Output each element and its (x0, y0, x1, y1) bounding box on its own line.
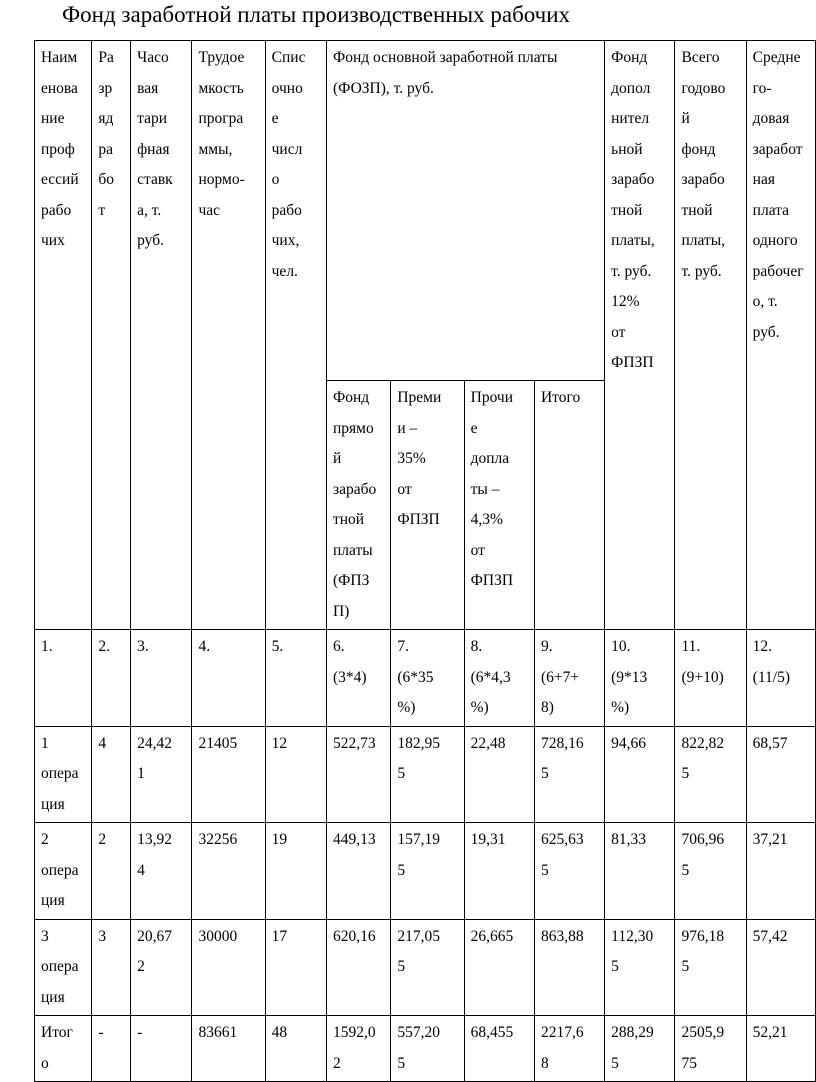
total-cell: - (131, 1016, 192, 1082)
header-annual-fund: Всего годово й фонд зарабо тной платы, т. руб. (675, 41, 746, 381)
row-cell: 522,73 (326, 726, 390, 823)
row-cell: 21405 (192, 726, 265, 823)
row-cell: 26,665 (464, 919, 534, 1016)
row-cell: 728,16 5 (534, 726, 604, 823)
row-cell: 822,82 5 (675, 726, 746, 823)
row-cell: 3 опера ция (35, 919, 92, 1016)
row-cell: 706,96 5 (675, 823, 746, 920)
header-fozp: Фонд основной заработной платы (ФОЗП), т. руб. (326, 41, 604, 381)
row-cell: 68,57 (746, 726, 815, 823)
header-headcount: Спис очно е числ о рабо чих, чел. (265, 41, 326, 630)
header-hourly-rate: Часо вая тари фная ставк а, т. руб. (131, 41, 192, 630)
total-cell: 288,29 5 (605, 1016, 675, 1082)
row-cell: 182,95 5 (391, 726, 464, 823)
row-cell: 81,33 (605, 823, 675, 920)
num-cell: 4. (192, 630, 265, 727)
header-subtotal: Итого (534, 381, 604, 630)
header-other-payments: Прочи е допла ты – 4,3% от ФПЗП (464, 381, 534, 630)
total-cell: 557,20 5 (391, 1016, 464, 1082)
total-cell: - (92, 1016, 131, 1082)
row-cell: 157,19 5 (391, 823, 464, 920)
row-cell: 625,63 5 (534, 823, 604, 920)
header-additional-fund-cont (605, 381, 675, 630)
row-cell: 449,13 (326, 823, 390, 920)
row-cell: 19 (265, 823, 326, 920)
row-cell: 20,67 2 (131, 919, 192, 1016)
total-cell: 48 (265, 1016, 326, 1082)
row-cell: 112,30 5 (605, 919, 675, 1016)
numbering-row (35, 630, 816, 727)
num-cell: 9. (6+7+ 8) (534, 630, 604, 727)
total-cell: Итог о (35, 1016, 92, 1082)
num-cell: 2. (92, 630, 131, 727)
header-profession: Наим енова ние проф ессий рабо чих (35, 41, 92, 630)
header-bonus: Преми и – 35% от ФПЗП (391, 381, 464, 630)
num-cell: 6. (3*4) (326, 630, 390, 727)
row-cell: 620,16 (326, 919, 390, 1016)
table-row (35, 726, 816, 823)
num-cell: 5. (265, 630, 326, 727)
row-cell: 12 (265, 726, 326, 823)
row-cell: 19,31 (464, 823, 534, 920)
row-cell: 30000 (192, 919, 265, 1016)
num-cell: 8. (6*4,3 %) (464, 630, 534, 727)
num-cell: 1. (35, 630, 92, 727)
row-cell: 217,05 5 (391, 919, 464, 1016)
header-annual-fund-cont (675, 381, 746, 630)
row-cell: 13,92 4 (131, 823, 192, 920)
header-average-salary-cont (746, 381, 815, 630)
table-row (35, 823, 816, 920)
num-cell: 7. (6*35 %) (391, 630, 464, 727)
page-title: Фонд заработной платы производственных рабочих (62, 2, 571, 27)
total-cell: 83661 (192, 1016, 265, 1082)
payroll-table (34, 40, 816, 1082)
row-cell: 24,42 1 (131, 726, 192, 823)
row-cell: 863,88 (534, 919, 604, 1016)
row-cell: 2 опера ция (35, 823, 92, 920)
header-row (35, 41, 816, 381)
header-average-salary: Средне го- довая заработ ная плата одного рабочег о, т. руб. (746, 41, 815, 381)
num-cell: 3. (131, 630, 192, 727)
header-grade: Ра зр яд ра бо т (92, 41, 131, 630)
header-direct-fund: Фонд прямо й зарабо тной платы (ФПЗ П) (326, 381, 390, 630)
row-cell: 1 опера ция (35, 726, 92, 823)
table-row (35, 919, 816, 1016)
row-cell: 4 (92, 726, 131, 823)
row-cell: 22,48 (464, 726, 534, 823)
header-labor-intensity: Трудое мкость програ ммы, нормо- час (192, 41, 265, 630)
total-cell: 2217,6 8 (534, 1016, 604, 1082)
num-cell: 10. (9*13 %) (605, 630, 675, 727)
total-cell: 68,455 (464, 1016, 534, 1082)
row-cell: 17 (265, 919, 326, 1016)
row-cell: 94,66 (605, 726, 675, 823)
total-cell: 2505,9 75 (675, 1016, 746, 1082)
row-cell: 57,42 (746, 919, 815, 1016)
row-cell: 3 (92, 919, 131, 1016)
row-cell: 2 (92, 823, 131, 920)
total-cell: 1592,0 2 (326, 1016, 390, 1082)
row-cell: 976,18 5 (675, 919, 746, 1016)
header-additional-fund: Фонд допол нител ьной зарабо тной платы, т. руб. 12% от ФПЗП (605, 41, 675, 381)
total-cell: 52,21 (746, 1016, 815, 1082)
row-cell: 37,21 (746, 823, 815, 920)
row-cell: 32256 (192, 823, 265, 920)
num-cell: 12. (11/5) (746, 630, 815, 727)
num-cell: 11. (9+10) (675, 630, 746, 727)
